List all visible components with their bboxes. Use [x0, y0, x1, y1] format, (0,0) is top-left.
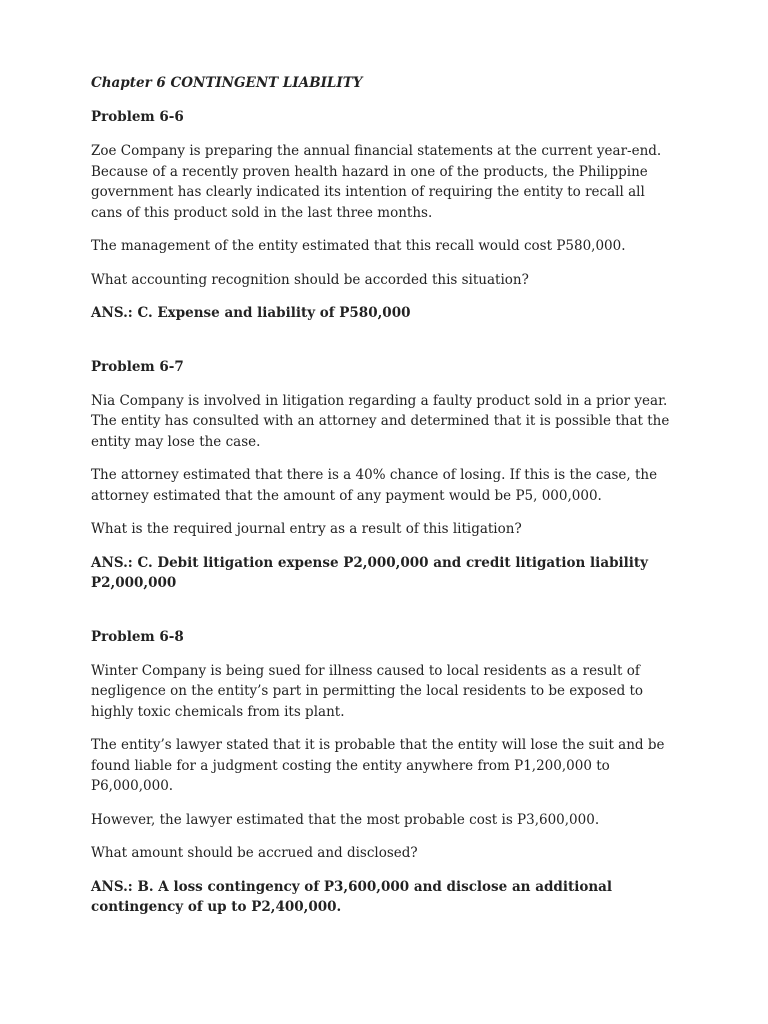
problem-6-8 [91, 627, 680, 918]
problem-title: Problem 6-8 [91, 628, 184, 645]
problem-question: What accounting recognition should be accorded this situation? [91, 271, 529, 288]
problem-paragraph: The management of the entity estimated that this recall would cost P580,000. [91, 238, 626, 254]
problem-title: Problem 6-7 [91, 358, 184, 375]
problem-question: What is the required journal entry as a result of this litigation? [91, 521, 522, 537]
problem-answer: ANS.: C. Expense and liability of P580,000 [91, 305, 411, 321]
problem-answer: ANS.: C. Debit litigation expense P2,000,000 and credit litigation liability P2,000,000 [91, 554, 648, 591]
problem-title: Problem 6-6 [91, 109, 184, 125]
problem-6-6 [91, 107, 680, 324]
chapter-title: Chapter 6 CONTINGENT LIABILITY [91, 75, 363, 91]
problem-paragraph: However, the lawyer estimated that the most probable cost is P3,600,000. [91, 811, 600, 828]
problem-paragraph: The attorney estimated that there is a 40% chance of losing. If this is the case, the attorney estimated that the amount of any payment would be P5, 000,000. [91, 467, 658, 504]
problem-paragraph: The entity’s lawyer stated that it is probable that the entity will lose the suit and be found liable for a judgment costing the entity anywhere from P1,200,000 to P6,000,000. [91, 737, 665, 794]
problem-paragraph: Zoe Company is preparing the annual financial statements at the current year-end. Because of a recently proven health hazard in one of the products, the Philippine government has clearly indicated its intention of requiring the entity to recall all cans of this product sold in the last three months. [91, 143, 662, 221]
problem-question: What amount should be accrued and disclosed? [91, 845, 418, 861]
problem-paragraph: Nia Company is involved in litigation regarding a faulty product sold in a prior year. The entity has consulted with an attorney and determined that it is possible that the entity may lose the case. [91, 392, 670, 450]
problem-paragraph: Winter Company is being sued for illness caused to local residents as a result of negligence on the entity’s part in permitting the local residents to be exposed to highly toxic chemicals from its plant. [91, 662, 644, 720]
problem-6-7 [91, 357, 680, 594]
problem-answer: ANS.: B. A loss contingency of P3,600,000 and disclose an additional contingency of up to P2,400,000. [91, 878, 613, 915]
